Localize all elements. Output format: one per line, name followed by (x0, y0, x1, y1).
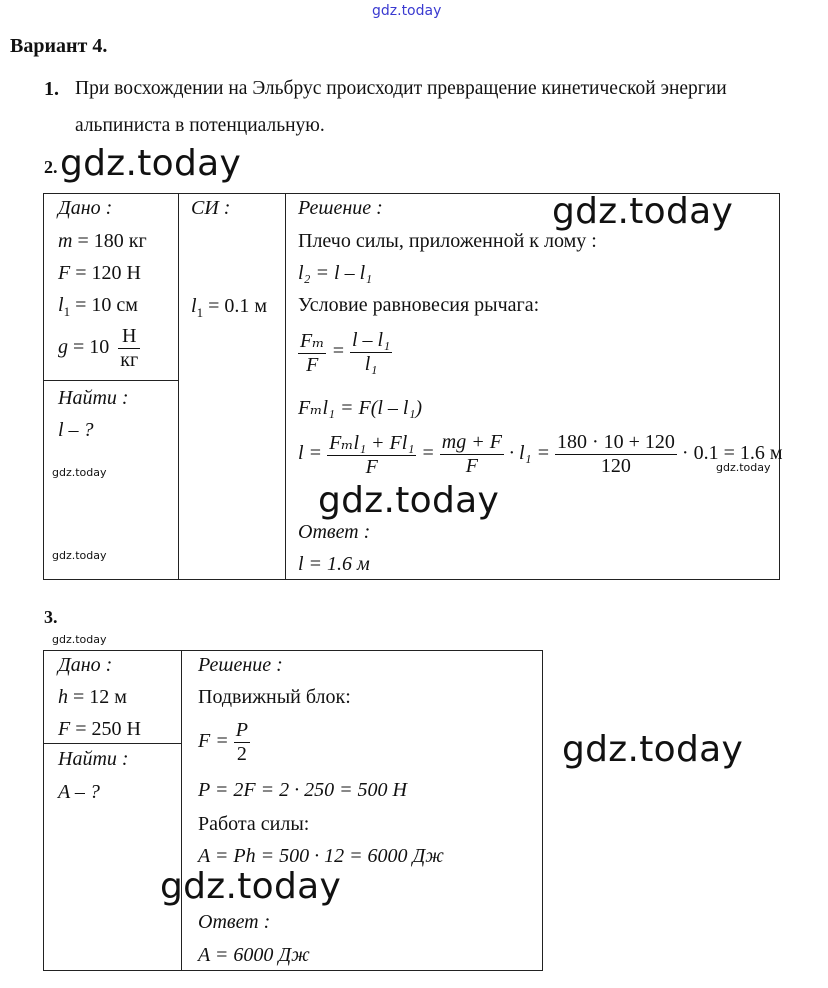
watermark-top: gdz.today (372, 3, 442, 19)
solution-line-arm: Плечо силы, приложенной к лому : (298, 230, 597, 252)
given-header: Дано : (58, 197, 113, 219)
watermark-large: gdz.today (318, 480, 500, 521)
solution-line-equilibrium: Условие равновесия рычага: (298, 294, 540, 316)
answer-header: Ответ : (298, 521, 371, 543)
task3-work-calc: A = Ph = 500 · 12 = 6000 Дж (198, 845, 444, 867)
watermark-large: gdz.today (160, 866, 342, 907)
task3-given-h: h = 12 м (58, 686, 127, 708)
watermark-large: gdz.today (562, 729, 744, 770)
solution-moment-eq: Fₘl₁ = F(l – l₁) (298, 397, 423, 419)
given-F: F = 120 Н (58, 262, 141, 284)
solution-header: Решение : (298, 197, 383, 219)
task3-P-calc: P = 2F = 2 · 250 = 500 Н (198, 779, 408, 801)
watermark-small: gdz.today (716, 461, 771, 474)
find-header: Найти : (58, 387, 129, 409)
task1-line2: альпиниста в потенциальную. (75, 115, 325, 136)
si-l1: $l_1 = 0.1$ м (191, 295, 267, 320)
given-g: g = 10 $\frac{Н}{кг}$ (58, 325, 139, 371)
task3-solution-header: Решение : (198, 654, 283, 676)
watermark-large: gdz.today (552, 191, 734, 232)
task3-answer-value: A = 6000 Дж (198, 944, 310, 966)
task3-F-formula: F = $\frac{P}{2}$ (198, 719, 248, 765)
task3-given-F: F = 250 Н (58, 718, 141, 740)
given-l1: $l_1 = 10$ см (58, 294, 138, 319)
task3-find-cell (44, 744, 182, 971)
task3-number: 3. (44, 607, 58, 627)
task1-line1: При восхождении на Эльбрус происходит превращение кинетической энергии (75, 78, 727, 99)
task3-answer-header: Ответ : (198, 911, 271, 933)
watermark-small: gdz.today (52, 466, 107, 479)
task3-find-header: Найти : (58, 748, 129, 770)
si-header: СИ : (191, 197, 231, 219)
solution-ratio: $\frac{\text{Fₘ}}{F}$ = $\frac{\text{l – l₁}}{\text{l₁}}$ (300, 329, 391, 376)
task3-movable-block: Подвижный блок: (198, 686, 351, 708)
find-value: l – ? (58, 419, 94, 441)
answer-value: l = 1.6 м (298, 553, 370, 575)
given-m: m = 180 кг (58, 230, 147, 252)
si-cell (179, 194, 286, 580)
task2-number: 2. (44, 157, 58, 177)
variant-title: Вариант 4. (10, 35, 108, 57)
task1-number: 1. (44, 78, 59, 100)
watermark-small: gdz.today (52, 633, 107, 646)
solution-line-l2: l₂ = l – l₁ (298, 262, 373, 284)
watermark-large: gdz.today (60, 143, 242, 184)
task3-work-label: Работа силы: (198, 813, 310, 835)
watermark-small: gdz.today (52, 549, 107, 562)
task3-find-value: A – ? (58, 781, 100, 803)
task3-given-header: Дано : (58, 654, 113, 676)
solution-formula: l = $\frac{\text{Fₘl₁ + Fl₁}}{F}$ = $\frac{mg + F}{F}$ · l₁ = $\frac{180 \cdot 10 + 120}{120}$ · 0.1 = 1.6 м (298, 431, 783, 478)
